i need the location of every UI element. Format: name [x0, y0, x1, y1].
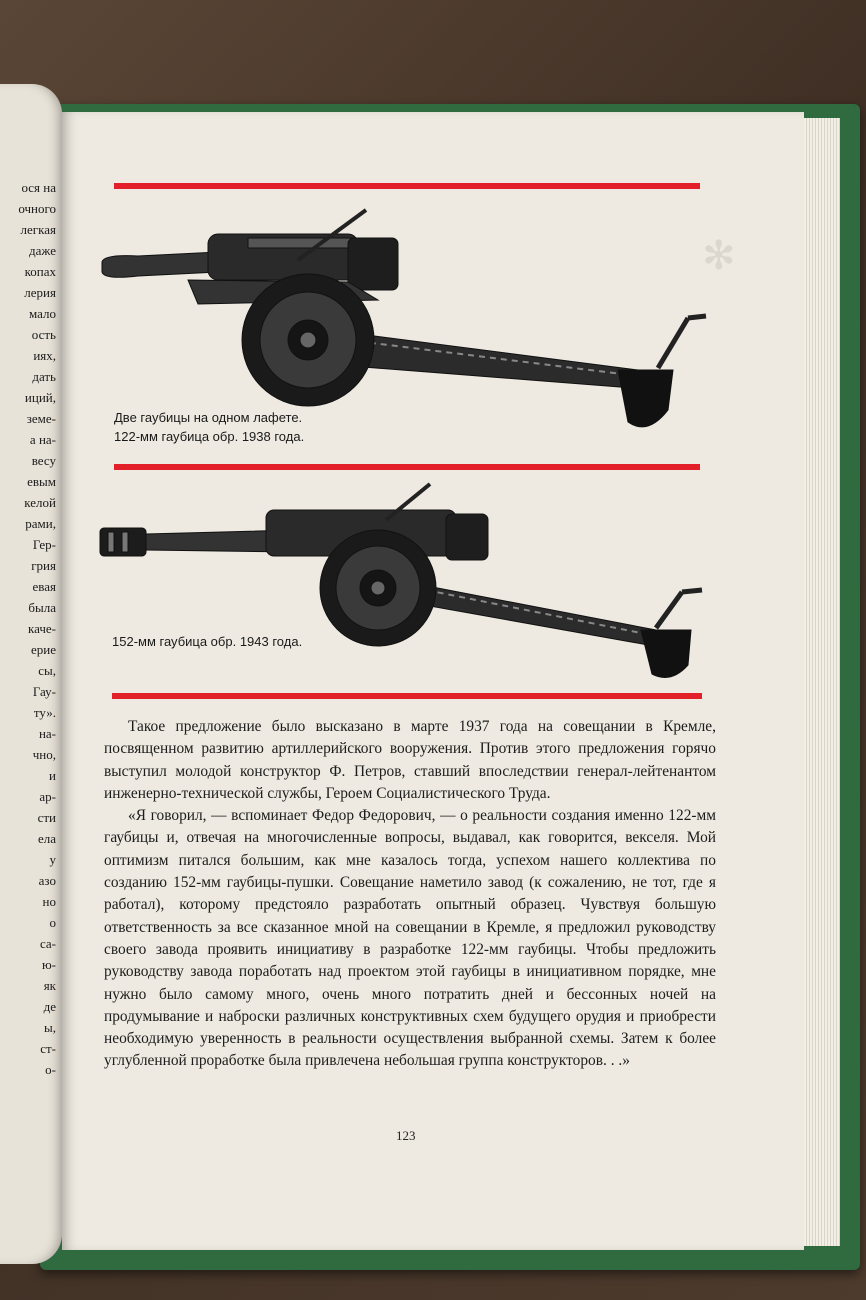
left-page-text-fragment: у [49, 852, 56, 867]
red-rule-middle [114, 464, 700, 470]
left-page-text-fragment: Гер- [32, 537, 56, 552]
left-page-text-fragment: ар- [39, 789, 56, 804]
left-page-text-fragment: сти [37, 810, 56, 825]
left-page-text-fragment: иях, [33, 348, 56, 363]
caption-1-line-2: 122-мм гаубица обр. 1938 года. [114, 429, 305, 444]
left-page-text-fragment: о [49, 915, 56, 930]
left-page-text-fragment: легкая [20, 222, 56, 237]
show-through-text: ✻ [702, 233, 736, 278]
left-page-text-fragment: мало [28, 306, 56, 321]
body-text [104, 716, 716, 1073]
left-page-text-fragment: Гау- [32, 684, 56, 699]
caption-1-line-1: Две гаубицы на одном лафете. [114, 410, 303, 425]
left-page-text-fragment: ы, [44, 1020, 56, 1035]
left-page-text-fragment: азо [38, 873, 56, 888]
left-page-text-fragment: копах [24, 264, 56, 279]
page-number: 123 [396, 1128, 416, 1143]
howitzer-1938-illustration [98, 200, 708, 440]
left-page-text-fragment: очного [18, 201, 56, 216]
left-page-text-fragment: дать [32, 369, 56, 384]
left-page-text-fragment: са- [39, 936, 56, 951]
left-page-text-fragment: и [49, 768, 56, 783]
left-page-text-fragment: евая [32, 579, 56, 594]
red-rule-top [114, 183, 700, 189]
left-page-text-fragment: иций, [24, 390, 56, 405]
left-page-text-fragment: на- [38, 726, 56, 741]
left-page [0, 84, 62, 1264]
left-page-text-fragment: ю- [41, 957, 56, 972]
paragraph-2: «Я говорил, — вспоминает Федор Федорович, — о реальности создания именно 122-мм гаубицы и, отвечая на многочисленные вопросы, выдавал, как говорится, векселя. Мой оптимизм питался большим, как мне казалось тогда, успехом нашего коллектива по созданию 152-мм гаубицы-пушки. Совещание наметило завод (к сожалению, не тот, где я работал), которому предстояло разработать опытный образец. Чувствуя большую ответственность за все сказанное мной на совещании в Кремле, я предложил руководству своего завода проявить инициативу в разработке 122-мм гаубицы. Чтобы предложить руководству завода поработать над проектом этой гаубицы в инициативном порядке, мне нужно было самому много, очень много потратить дней и бессонных ночей на продумывание и наброски различных конструктивных схем будущего орудия и приобрести необходимую уверенность в реальности осуществления выбранной схемы. Затем к более углубленной проработке была привлечена небольшая группа конструкторов. . .» [104, 807, 716, 1070]
left-page-text-fragment: евым [27, 474, 56, 489]
left-page-text-fragment: даже [29, 243, 56, 258]
figure-caption-1 [114, 408, 304, 446]
left-page-text-fragment: каче- [27, 621, 56, 636]
left-page-text-fragment: ст- [40, 1041, 56, 1056]
left-page-text-fragment: а на- [29, 432, 56, 447]
figure-caption-2: 152-мм гаубица обр. 1943 года. [112, 634, 303, 649]
left-page-text-fragment: рами, [25, 516, 56, 531]
left-page-text-fragment: ту». [33, 705, 56, 720]
left-page-text-fragment: лерия [24, 285, 56, 300]
left-page-text-fragment: о- [45, 1062, 56, 1077]
left-page-text-fragment: де [43, 999, 56, 1014]
left-page-text-fragment: чно, [32, 747, 56, 762]
left-page-text-fragment: ость [31, 327, 56, 342]
red-rule-bottom [112, 693, 702, 699]
left-page-text-fragment: грия [31, 558, 56, 573]
left-page-text-fragment: весу [31, 453, 56, 468]
left-page-text-fragment: як [43, 978, 56, 993]
paragraph-1: Такое предложение было высказано в марте 1937 года на совещании в Кремле, посвященном развитию артиллерийского вооружения. Против этого предложения горячо выступил молодой конструктор Ф. Петров, ставший впоследствии генерал-лейтенантом инженерно-технической службы, Героем Социалистического Труда. [104, 718, 716, 802]
left-page-text-fragment: ерие [31, 642, 56, 657]
howitzer-1943-illustration [96, 480, 710, 690]
left-page-text-fragment: сы, [38, 663, 56, 678]
left-page-text-fragment: земе- [26, 411, 56, 426]
left-page-text-fragment: но [42, 894, 56, 909]
left-page-text-fragment: келой [24, 495, 56, 510]
left-page-text-fragment: ела [37, 831, 56, 846]
left-page-text-fragment: ося на [21, 180, 56, 195]
left-page-text-fragment: была [28, 600, 56, 615]
